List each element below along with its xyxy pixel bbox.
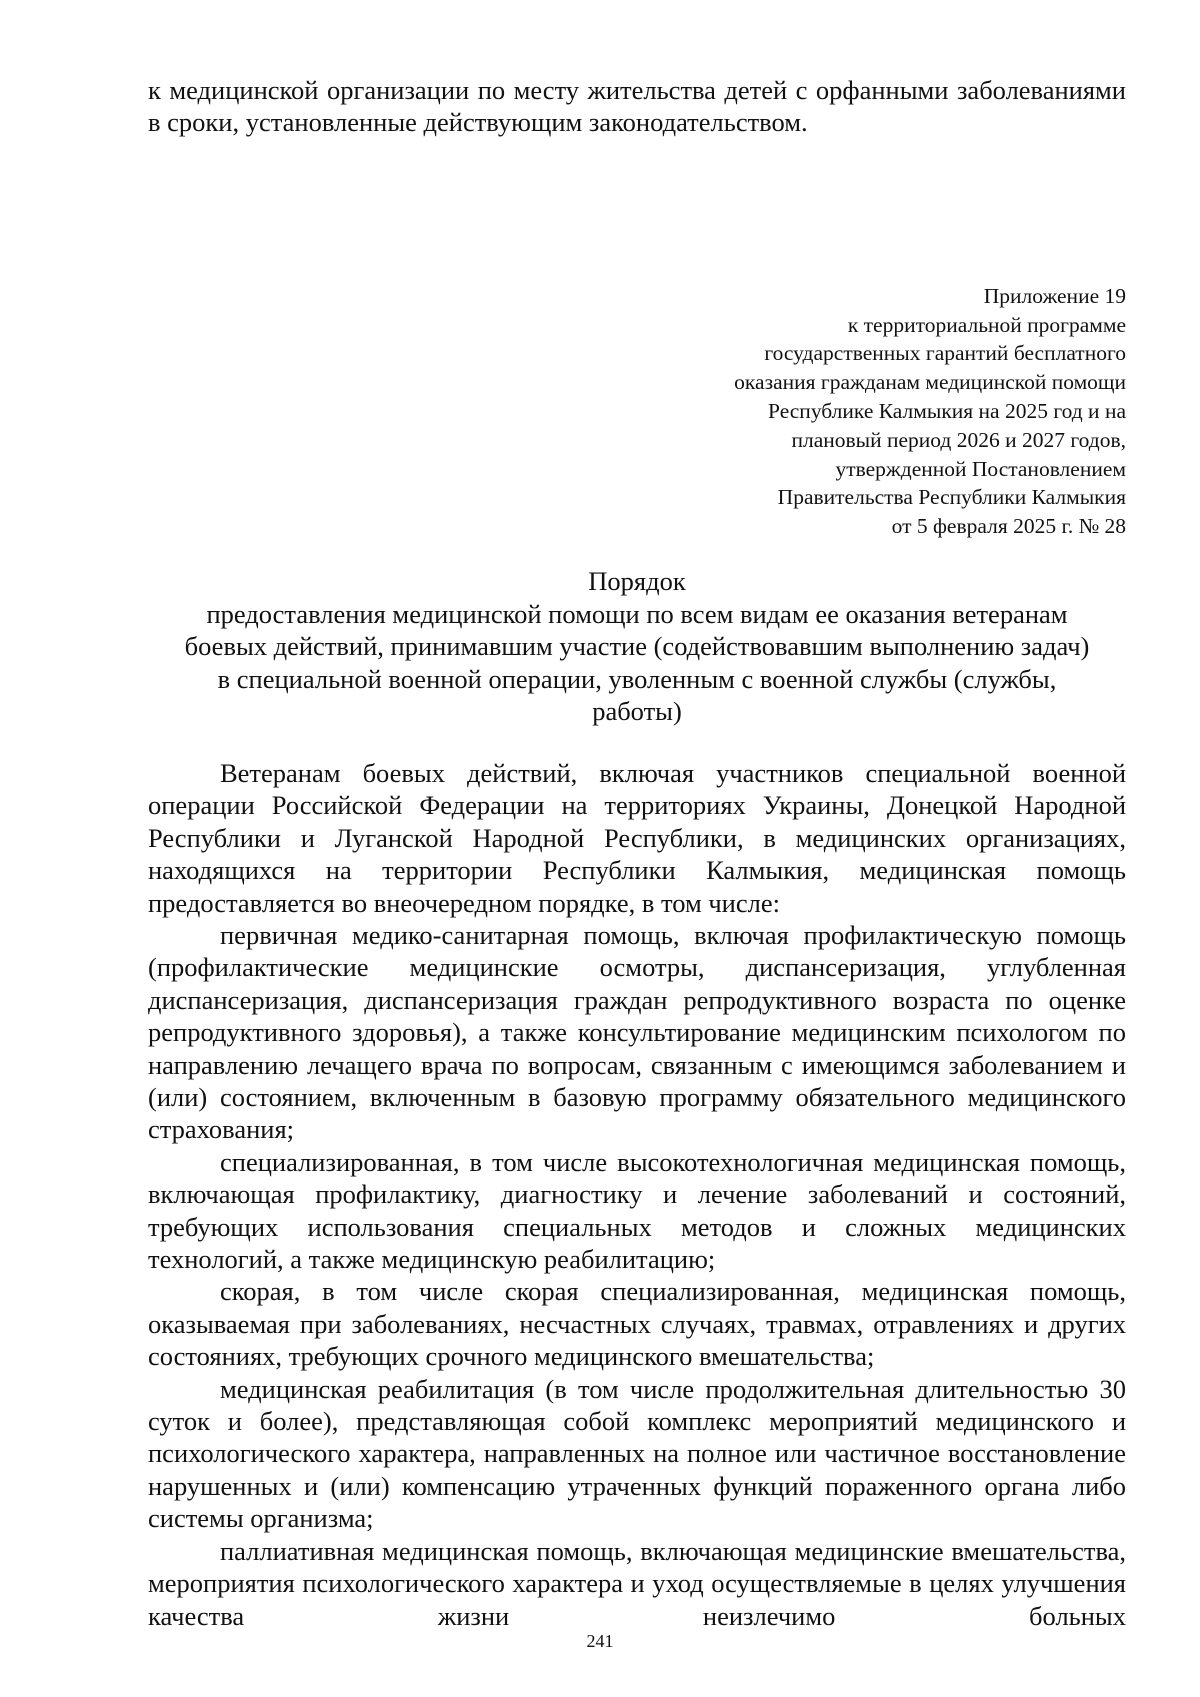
appendix-line: государственных гарантий бесплатного xyxy=(764,341,1126,366)
title-line: работы) xyxy=(592,696,682,727)
document-page xyxy=(148,74,1126,1632)
appendix-line: Правительства Республики Калмыкия xyxy=(777,485,1126,510)
title-line: боевых действий, принимавшим участие (содействовавшим выполнению задач) xyxy=(184,631,1090,662)
title-line: предоставления медицинской помощи по всем видам ее оказания ветеранам xyxy=(206,598,1068,629)
body-paragraph: первичная медико-санитарная помощь, включая профилактическую помощь (профилактические медицинские осмотры, диспансеризация, углубленная диспансеризация, диспансеризация граждан репродуктивного возраста по оценке репродуктивного здоровья), а также консультирование медицинским психологом по направлению лечащего врача по вопросам, связанным с имеющимся заболеванием и (или) состоянием, включенным в базовую программу обязательного медицинского страхования; xyxy=(148,919,1126,1145)
title-line: в специальной военной операции, уволенным с военной службы (службы, xyxy=(217,663,1057,694)
body-paragraph: паллиативная медицинская помощь, включающая медицинские вмешательства, мероприятия психологического характера и уход осуществляемые в целях улучшения качества жизни неизлечимо больных xyxy=(148,1535,1126,1631)
appendix-line: плановый период 2026 и 2027 годов, xyxy=(791,427,1126,452)
appendix-line: утвержденной Постановлением xyxy=(835,456,1126,481)
body-paragraph: медицинская реабилитация (в том числе продолжительная длительностью 30 суток и более), представляющая собой комплекс мероприятий медицинского и психологического характера, направленных на полное или частичное восстановление нарушенных и (или) компенсацию утраченных функций пораженного органа либо системы организма; xyxy=(148,1373,1126,1534)
page-number: 241 xyxy=(586,1631,614,1651)
appendix-line: Республике Калмыкия на 2025 год и на xyxy=(768,399,1126,423)
appendix-line: оказания гражданам медицинской помощи xyxy=(734,370,1126,395)
appendix-line: Приложение 19 xyxy=(983,283,1126,308)
body-paragraph: скорая, в том числе скорая специализированная, медицинская помощь, оказываемая при заболеваниях, несчастных случаях, травмах, отравлениях и других состояниях, требующих срочного медицинского вмешательства; xyxy=(148,1276,1126,1372)
title-heading: Порядок xyxy=(588,565,686,596)
body-paragraph: специализированная, в том числе высокотехнологичная медицинская помощь, включающая профилактику, диагностику и лечение заболеваний и состояний, требующих использования специальных методов и сложных медицинских технологий, а также медицинскую реабилитацию; xyxy=(148,1146,1126,1275)
appendix-line: от 5 февраля 2025 г. № 28 xyxy=(891,514,1126,539)
appendix-block xyxy=(148,282,1126,541)
appendix-line: к территориальной программе xyxy=(847,312,1126,337)
document-title xyxy=(148,565,1126,728)
document-body xyxy=(148,757,1126,1632)
continuation-paragraph: к медицинской организации по месту жительства детей с орфанными заболеваниями в сроки, установленные действующим законодательством. xyxy=(148,75,1126,138)
body-paragraph: Ветеранам боевых действий, включая участников специальной военной операции Российской Федерации на территориях Украины, Донецкой Народной Республики и Луганской Народной Республики, в медицинских организациях, находящихся на территории Республики Калмыкия, медицинская помощь предоставляется во внеочередном порядке, в том числе: xyxy=(148,757,1126,918)
